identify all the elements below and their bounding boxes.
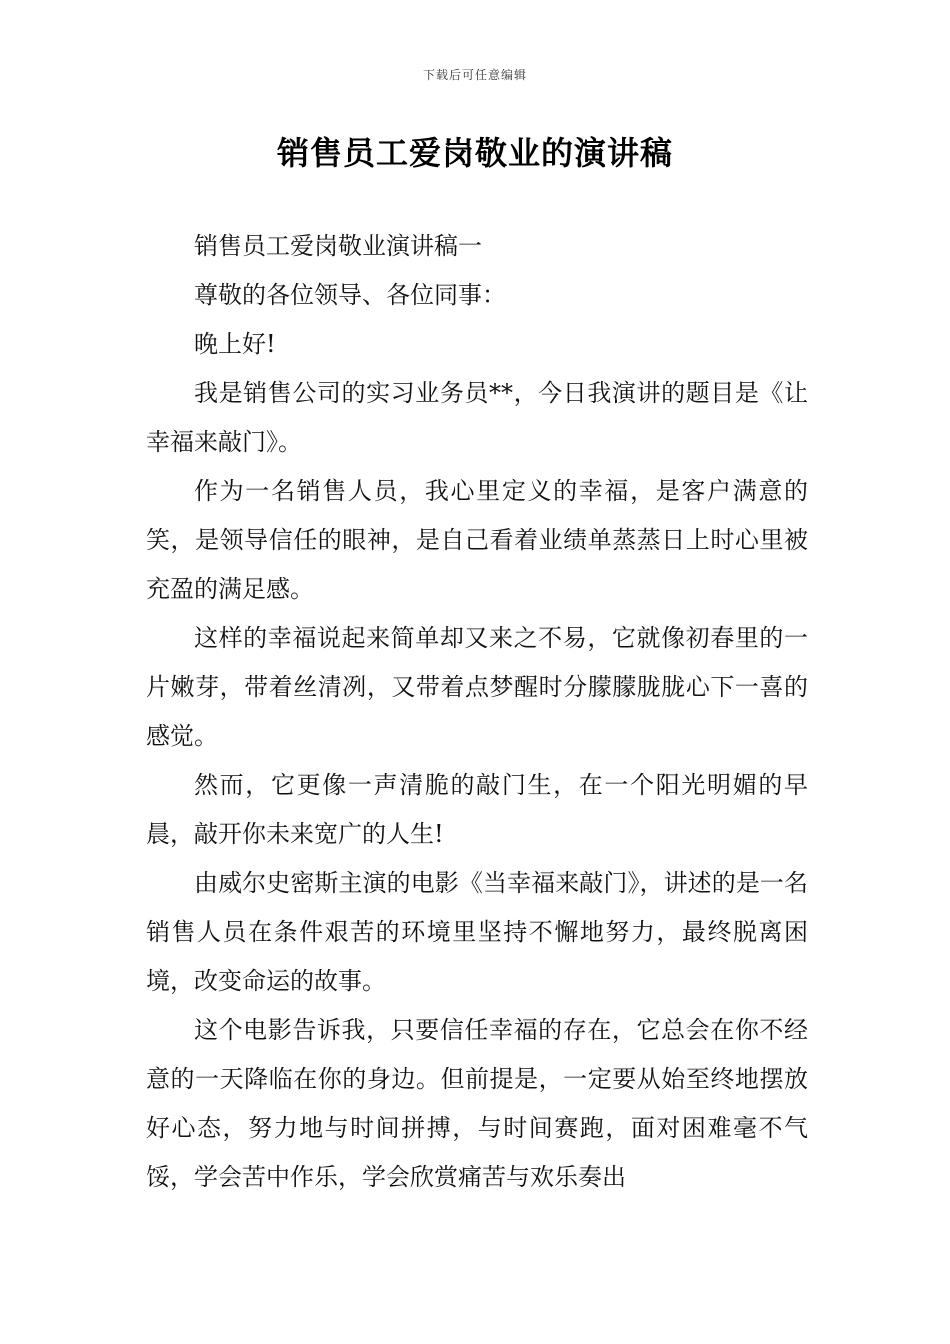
paragraph-greeting: 晚上好! [194, 330, 276, 358]
paragraph-happiness-definition: 作为一名销售人员，我心里定义的幸福，是客户满意的笑，是领导信任的眼神，是自己看着业绩单蒸蒸日上时心里被充盈的满足感。 [146, 477, 808, 603]
paragraph-knocking-door: 然而，它更像一声清脆的敲门生，在一个阳光明媚的早晨，敲开你未来宽广的人生! [146, 771, 808, 848]
document-title: 销售员工爱岗敬业的演讲稿 [276, 134, 673, 172]
document-body [146, 222, 808, 1202]
paragraph-salutation: 尊敬的各位领导、各位同事： [194, 281, 506, 309]
paragraph-happiness-metaphor: 这样的幸福说起来简单却又来之不易，它就像初春里的一片嫩芽，带着丝清冽，又带着点梦醒时分朦朦胧胧心下一喜的感觉。 [146, 624, 808, 750]
paragraph-subtitle: 销售员工爱岗敬业演讲稿一 [194, 232, 482, 260]
paragraph-intro: 我是销售公司的实习业务员**，今日我演讲的题目是《让幸福来敲门》。 [146, 379, 808, 456]
paragraph-movie: 由威尔史密斯主演的电影《当幸福来敲门》，讲述的是一名销售人员在条件艰苦的环境里坚持不懈地努力，最终脱离困境，改变命运的故事。 [146, 869, 808, 995]
header-note: 下载后可任意编辑 [422, 68, 527, 82]
paragraph-lesson: 这个电影告诉我，只要信任幸福的存在，它总会在你不经意的一天降临在你的身边。但前提是，一定要从始至终地摆放好心态，努力地与时间拼搏，与时间赛跑，面对困难毫不气馁，学会苦中作乐，学会欣赏痛苦与欢乐奏出 [146, 1016, 808, 1191]
